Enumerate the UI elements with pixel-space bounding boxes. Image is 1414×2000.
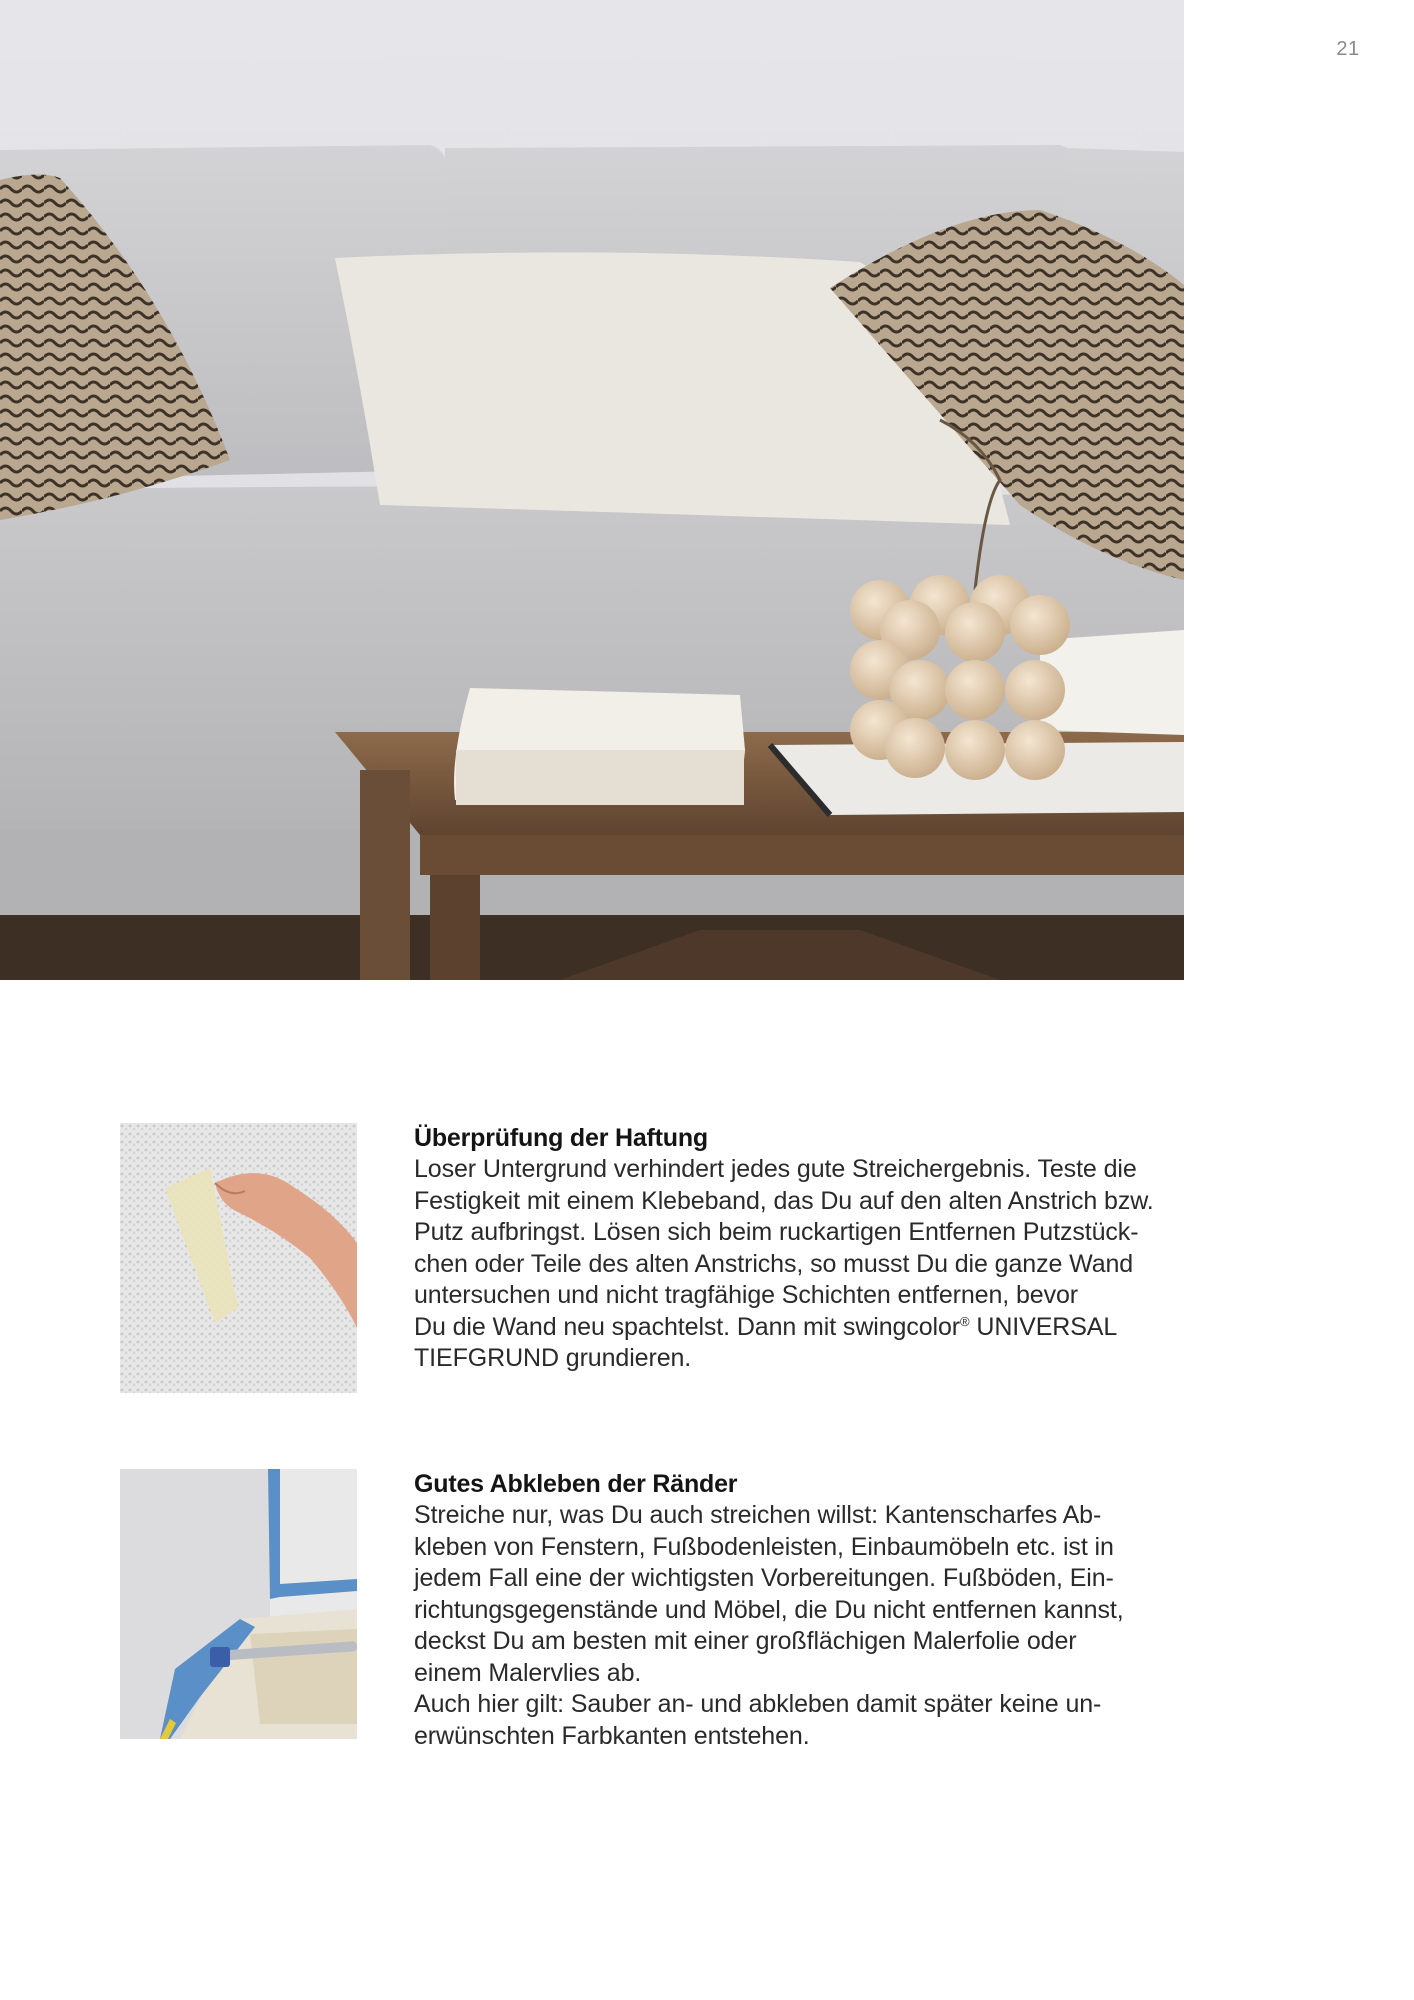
section-haftung xyxy=(120,1123,1200,1398)
living-room-photo-icon xyxy=(0,0,1184,980)
body-line: Streiche nur, was Du auch streichen willst: Kantenscharfes Ab- xyxy=(414,1501,1102,1529)
body-line: chen oder Teile des alten Anstrichs, so musst Du die ganze Wand xyxy=(414,1249,1134,1278)
body-line: richtungsgegenstände und Möbel, die Du nicht entfernen kannst, xyxy=(414,1595,1124,1624)
body-line: Auch hier gilt: Sauber an- und abkleben damit später keine un- xyxy=(414,1690,1102,1718)
body-line: Loser Untergrund verhindert jedes gute Streichergebnis. Teste die xyxy=(414,1155,1137,1183)
masking-tape-icon xyxy=(120,1469,357,1739)
body-line-suffix: UNIVERSAL xyxy=(969,1312,1118,1341)
section-image xyxy=(120,1469,357,1739)
body-line: untersuchen und nicht tragfähige Schichten entfernen, bevor xyxy=(414,1281,1078,1309)
body-line: erwünschten Farbkanten entstehen. xyxy=(414,1721,810,1750)
hero-photo xyxy=(0,0,1184,980)
body-line xyxy=(414,1312,1194,1344)
registered-mark: ® xyxy=(960,1313,970,1329)
body-line: TIEFGRUND grundieren. xyxy=(414,1344,692,1372)
section-text xyxy=(414,1469,1194,1752)
body-line: deckst Du am besten mit einer großflächigen Malerfolie oder xyxy=(414,1627,1077,1655)
body-line-text: Du die Wand neu spachtelst. Dann mit swingcolor xyxy=(414,1312,961,1341)
section-image xyxy=(120,1123,357,1393)
section-heading: Überprüfung der Haftung xyxy=(414,1124,708,1152)
tape-test-wall-icon xyxy=(120,1123,357,1393)
page-number: 21 xyxy=(1336,38,1360,60)
section-text xyxy=(414,1123,1194,1375)
section-heading: Gutes Abkleben der Ränder xyxy=(414,1470,738,1498)
section-abkleben xyxy=(120,1469,1200,1779)
body-line: Festigkeit mit einem Klebeband, das Du auf den alten Anstrich bzw. xyxy=(414,1186,1154,1215)
body-line: Putz aufbringst. Lösen sich beim ruckartigen Entfernen Putzstück- xyxy=(414,1218,1139,1246)
body-line: einem Malervlies ab. xyxy=(414,1658,642,1687)
body-line: jedem Fall eine der wichtigsten Vorbereitungen. Fußböden, Ein- xyxy=(414,1564,1114,1592)
body-line: kleben von Fenstern, Fußbodenleisten, Einbaumöbeln etc. ist in xyxy=(414,1532,1114,1561)
